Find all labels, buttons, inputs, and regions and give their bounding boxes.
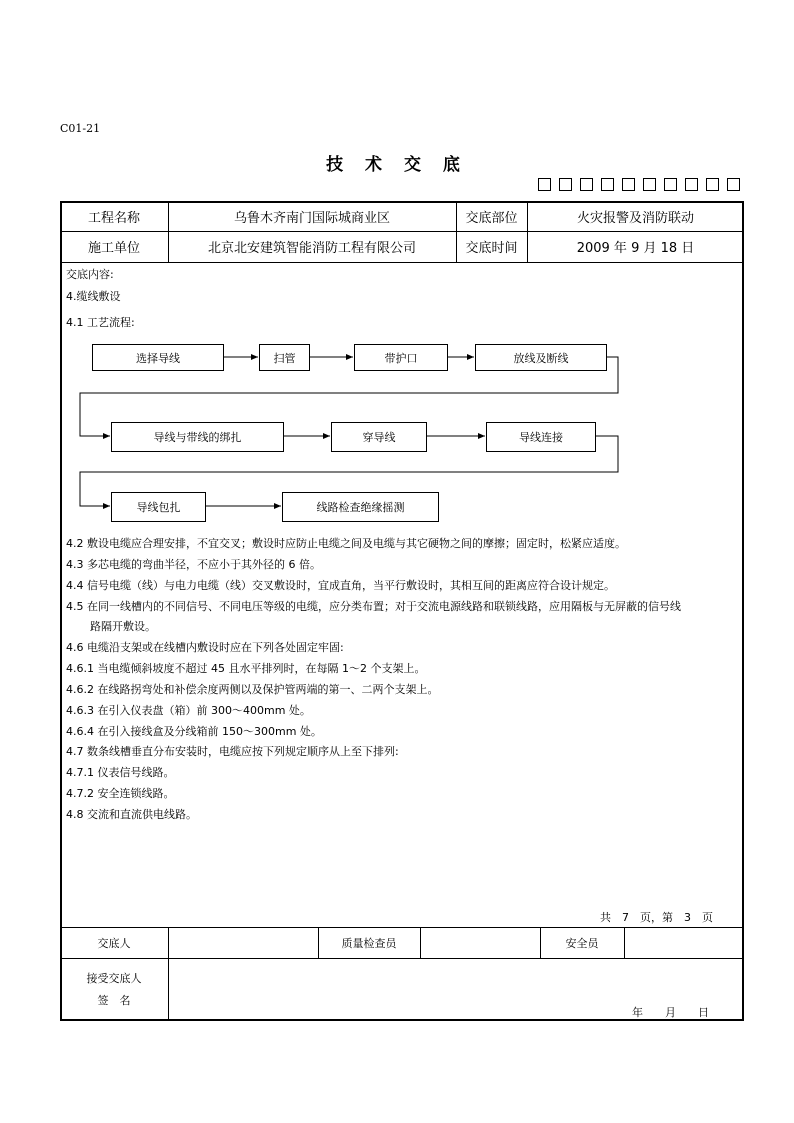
empty-box bbox=[664, 178, 677, 191]
qc-label: 质量检查员 bbox=[341, 936, 397, 950]
section-heading: 4.缆线敷设 bbox=[66, 290, 121, 303]
empty-box bbox=[559, 178, 572, 191]
item-4-5: 4.5 在同一线槽内的不同信号、不同电压等级的电缆，应分类布置；对于交流电源线路和联锁线路，应用隔板与无屏蔽的信号线 bbox=[66, 600, 681, 613]
flow-step-6: 穿导线 bbox=[331, 422, 427, 452]
discloser-label: 交底人 bbox=[97, 936, 131, 950]
divider bbox=[168, 927, 169, 1021]
item-4-7-2: 4.7.2 安全连锁线路。 bbox=[66, 787, 175, 800]
empty-box bbox=[622, 178, 635, 191]
item-4-6: 4.6 电缆沿支架或在线槽内敷设时应在下列各处固定牢固: bbox=[66, 641, 344, 654]
time-value: 2009 年 9 月 18 日 bbox=[576, 241, 695, 256]
empty-box bbox=[706, 178, 719, 191]
flow-step-4: 放线及断线 bbox=[475, 344, 607, 371]
time-label: 交底时间 bbox=[465, 241, 518, 256]
flow-step-3: 带护口 bbox=[354, 344, 448, 371]
empty-box bbox=[538, 178, 551, 191]
item-4-7-1: 4.7.1 仪表信号线路。 bbox=[66, 766, 175, 779]
empty-box bbox=[727, 178, 740, 191]
empty-box bbox=[580, 178, 593, 191]
item-4-4: 4.4 信号电缆（线）与电力电缆（线）交叉敷设时，宜成直角，当平行敷设时，其相互间的距离应符合设计规定。 bbox=[66, 579, 615, 592]
item-4-6-2: 4.6.2 在线路拐弯处和补偿余度两侧以及保护管两端的第一、二两个支架上。 bbox=[66, 683, 439, 696]
flow-step-2: 扫管 bbox=[259, 344, 310, 371]
part-label: 交底部位 bbox=[465, 210, 518, 226]
item-4-6-3: 4.6.3 在引入仪表盘（箱）前 300～400mm 处。 bbox=[66, 704, 311, 717]
signature-label: 签 名 bbox=[97, 994, 131, 1007]
unit-label: 施工单位 bbox=[87, 241, 140, 256]
divider bbox=[624, 927, 625, 958]
empty-box bbox=[643, 178, 656, 191]
flow-step-7: 导线连接 bbox=[486, 422, 596, 452]
project-value: 乌鲁木齐南门国际城商业区 bbox=[233, 210, 390, 226]
item-4-8: 4.8 交流和直流供电线路。 bbox=[66, 808, 197, 821]
unit-value: 北京北安建筑智能消防工程有限公司 bbox=[207, 241, 416, 256]
page-title: 技 术 交 底 bbox=[326, 155, 468, 175]
divider bbox=[60, 958, 744, 959]
flow-step-5: 导线与带线的绑扎 bbox=[111, 422, 284, 452]
part-value: 火灾报警及消防联动 bbox=[576, 210, 694, 226]
flow-step-1: 选择导线 bbox=[92, 344, 224, 371]
empty-box bbox=[601, 178, 614, 191]
checkbox-row bbox=[538, 178, 740, 191]
document-code: C01-21 bbox=[60, 122, 101, 135]
empty-box bbox=[685, 178, 698, 191]
process-title: 4.1 工艺流程: bbox=[66, 316, 135, 329]
divider bbox=[420, 927, 421, 958]
page-info: 共 7 页，第 3 页 bbox=[600, 911, 713, 924]
project-label: 工程名称 bbox=[87, 210, 140, 226]
item-4-5-cont: 路隔开敷设。 bbox=[90, 620, 156, 633]
receiver-label: 接受交底人 bbox=[86, 972, 142, 985]
flow-step-8: 导线包扎 bbox=[111, 492, 206, 522]
item-4-6-1: 4.6.1 当电缆倾斜坡度不超过 45 且水平排列时，在每隔 1～2 个支架上。 bbox=[66, 662, 426, 675]
item-4-6-4: 4.6.4 在引入接线盒及分线箱前 150～300mm 处。 bbox=[66, 725, 322, 738]
safety-label: 安全员 bbox=[565, 936, 599, 950]
flow-step-9: 线路检查绝缘摇测 bbox=[282, 492, 439, 522]
item-4-3: 4.3 多芯电缆的弯曲半径，不应小于其外径的 6 倍。 bbox=[66, 558, 321, 571]
content-intro: 交底内容: bbox=[66, 268, 114, 281]
date-line: 年 月 日 bbox=[632, 1006, 709, 1019]
item-4-7: 4.7 数条线槽垂直分布安装时，电缆应按下列规定顺序从上至下排列: bbox=[66, 745, 399, 758]
item-4-2: 4.2 敷设电缆应合理安排，不宜交叉；敷设时应防止电缆之间及电缆与其它硬物之间的摩擦；固定时，松紧应适度。 bbox=[66, 537, 626, 550]
divider bbox=[60, 262, 744, 263]
